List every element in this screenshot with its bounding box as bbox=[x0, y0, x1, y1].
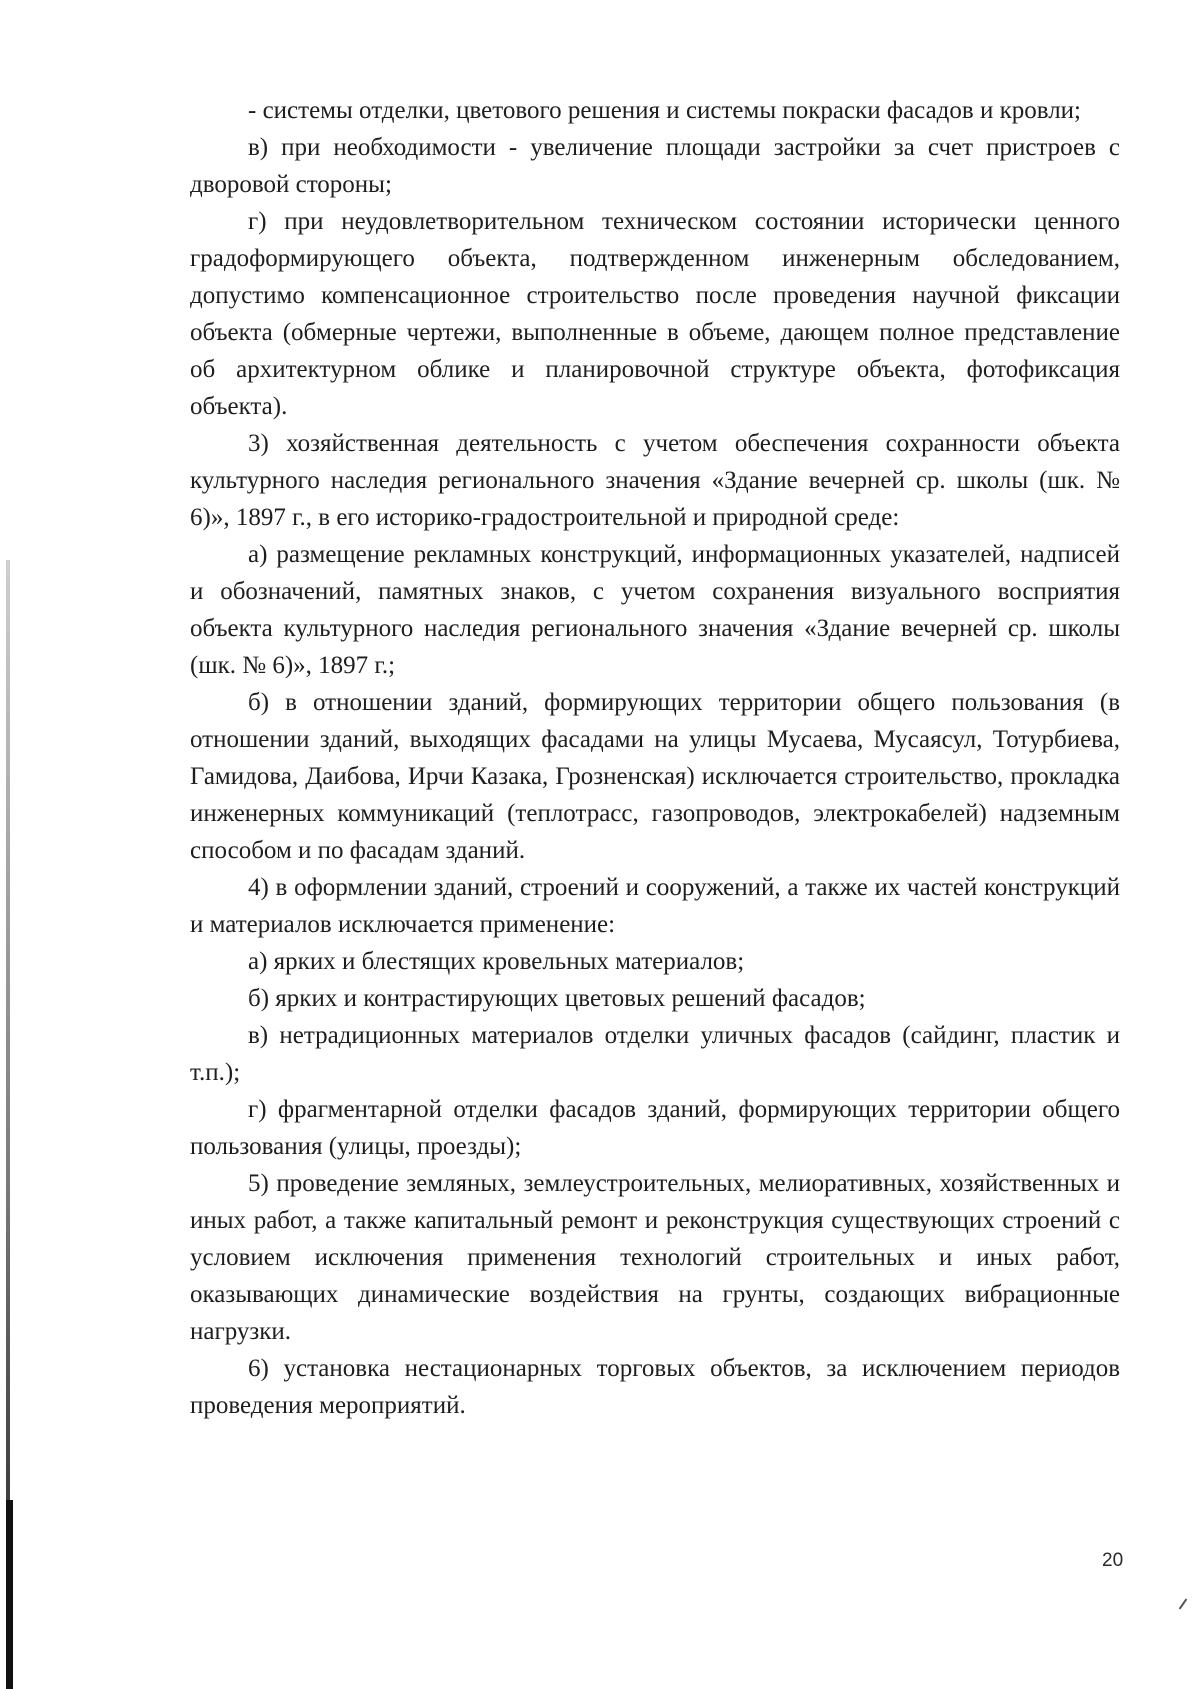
paragraph-earthworks: 5) проведение земляных, землеустроительных, мелиоративных, хозяйственных и иных работ, а также капитальный ремонт и реконструкция существующих строений с условием исключения применения технологий строительных и иных работ, оказывающих динамические воздействия на грунты, создающих вибрационные нагрузки. bbox=[190, 1170, 1120, 1345]
paragraph-economic-activity: 3) хозяйственная деятельность с учетом обеспечения сохранности объекта культурного наследия регионального значения «Здание вечерней ср. школы (шк. № 6)», 1897 г., в его историко-градостроительной и природной среде: bbox=[190, 430, 1120, 531]
scan-edge-binding bbox=[6, 1500, 13, 1689]
paragraph-facade-systems: - системы отделки, цветового решения и системы покраски фасадов и кровли; bbox=[248, 97, 1082, 124]
paragraph-color-solutions: б) ярких и контрастирующих цветовых решений фасадов; bbox=[248, 985, 866, 1012]
scan-mark bbox=[1179, 1599, 1188, 1610]
paragraph-compensatory-construction: г) при неудовлетворительном техническом состоянии исторически ценного градоформирующего объекта, подтвержденном инженерным обследованием, допустимо компенсационное строительство после проведения научной фиксации объекта (обмерные чертежи, выполненные в объеме, дающем полное представление об архитектурном облике и планировочной структуре объекта, фотофиксация объекта). bbox=[190, 208, 1120, 420]
document-body bbox=[190, 92, 1120, 1424]
paragraph-roof-materials: а) ярких и блестящих кровельных материалов; bbox=[248, 948, 745, 975]
paragraph-public-buildings: б) в отношении зданий, формирующих территории общего пользования (в отношении зданий, выходящих фасадами на улицы Мусаева, Мусаясул, Тотурбиева, Гамидова, Даибова, Ирчи Казака, Грозненская) исключается строительство, прокладка инженерных коммуникаций (теплотрасс, газопроводов, электрокабелей) надземным способом и по фасадам зданий. bbox=[190, 689, 1120, 864]
paragraph-design-restrictions: 4) в оформлении зданий, строений и сооружений, а также их частей конструкций и материалов исключается применение: bbox=[190, 874, 1120, 938]
page-number: 20 bbox=[1102, 1550, 1124, 1571]
paragraph-fragmentary-finishing: г) фрагментарной отделки фасадов зданий, формирующих территории общего пользования (улицы, проезды); bbox=[190, 1096, 1120, 1160]
paragraph-advertising-placement: а) размещение рекламных конструкций, информационных указателей, надписей и обозначений, памятных знаков, с учетом сохранения визуального восприятия объекта культурного наследия регионального значения «Здание вечерней ср. школы (шк. № 6)», 1897 г.; bbox=[190, 541, 1120, 679]
paragraph-nontraditional-materials: в) нетрадиционных материалов отделки уличных фасадов (сайдинг, пластик и т.п.); bbox=[190, 1022, 1120, 1086]
paragraph-trade-objects: 6) установка нестационарных торговых объектов, за исключением периодов проведения мероприятий. bbox=[190, 1355, 1120, 1419]
paragraph-extension-area: в) при необходимости - увеличение площади застройки за счет пристроев с дворовой стороны; bbox=[190, 134, 1120, 198]
